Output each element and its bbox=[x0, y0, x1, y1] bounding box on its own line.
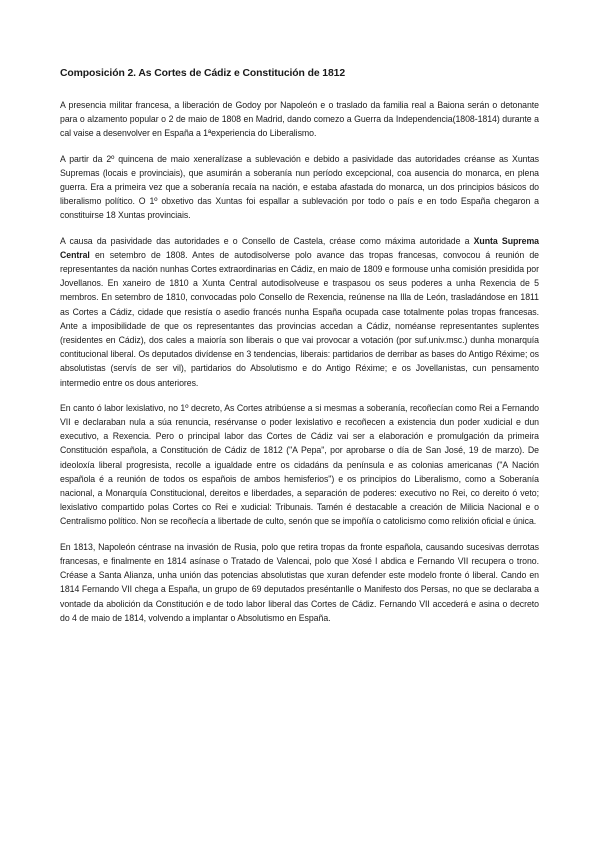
paragraph-4: En canto ó labor lexislativo, no 1º decreto, As Cortes atribúense a si mesmas a soberanía, recoñecían como Rei a Fernando VII e declaraban nula a súa renuncia, resérvanse o poder lexislativo e recoñecen a existencia dun poder xudicial e dun executivo, a Rexencia. Pero o principal labor das Cortes de Cádiz vai ser a elaboración e promulgación da primeira Constitución española, a Constitución de Cádiz de 1812 ("A Pepa", por aprobarse o día de San José, 19 de marzo). De ideoloxía liberal progresista, recolle a igualdade entre os cidadáns da península e as colonias americanas ("A Nación española é a reunión de todos os españois de ambos hemisferios") e os principios do Liberalismo, como a Soberanía nacional, a Monarquía Constitucional, dereitos e liberdades, a separación de poderes: executivo no Rei, co dereito ó veto; lexislativo compartido polas Cortes co Rei e xudicial: Tribunais. Tamén é destacable a creación de Milicia Nacional e o Centralismo político. Non se recoñecía a libertade de culto, senón que se impoñía o catolicismo como relixión oficial e única. bbox=[60, 402, 539, 527]
paragraph-3-intro: A causa da pasividade das autoridades e o Consello de Castela, créase como máxima autoridade a bbox=[60, 235, 474, 246]
paragraph-1: A presencia militar francesa, a liberación de Godoy por Napoleón e o traslado da familia real a Baiona serán o detonante para o alzamento popular o 2 de maio de 1808 en Madrid, dando comezo a Guerra da Independencia(1808-1814) durante a cal vaise a desenvolver en España a 1ªexperiencia do Liberalismo. bbox=[60, 100, 539, 139]
highlight-xunta-suprema-central: Xunta Suprema Central bbox=[60, 235, 540, 260]
paragraph-3 bbox=[60, 234, 539, 390]
paragraph-5: En 1813, Napoleón céntrase na invasión de Rusia, polo que retira tropas da fronte española, causando sucesivas derrotas francesas, e finalmente en 1814 asínase o Tratado de Valencai, polo que Xosé I abdica e Fernando VII recupera o trono. Créase a Santa Alianza, unha unión das potencias absolutistas que xuran defender este modelo fronte ó liberal. Cando en 1814 Fernando VII chega a España, un grupo de 69 deputados preséntanlle o Manifesto dos Persas, no que se declaraba a vontade da abolición da Constitución e de todo labor liberal das Cortes de Cádiz. Fernando VII accederá e asina o decreto do 4 de maio de 1814, volvendo a implantar o Absolutismo en España. bbox=[60, 541, 539, 623]
paragraph-3-body: en setembro de 1808. Antes de autodisolverse polo avance das tropas francesas, convocou á reunión de representantes da nación nunhas Cortes extraordinarias en Cádiz, en maio de 1809 e formouse unha comisión presidida por Jovellanos. En xaneiro de 1810 a Xunta Central autodisolveuse e traspasou os seus poderes a unha Rexencia de 5 membros. En setembro de 1810, convocadas polo Consello de Rexencia, reúnense na Illa de León, trasladándose en 1811 as Cortes a Cádiz, cidade que resistía o asedio francés nunha España ocupada case totalmente polas tropas francesas. Ante a imposibilidade de que os representantes das provincias accedan a Cádiz, noméanse representantes suplentes (residentes en Cádiz), dos cales a maioría son liberais o que vai provocar a votación (por suf.univ.msc.) dunha monarquía contitucional liberal. Os deputados divídense en 3 tendencias, liberais: partidarios de derribar as bases do Antigo Réxime; os absolutistas (servís de ser vil), partidarios do Absolutismo e do Antigo Réxime; e os Jovellanistas, cun pensamento intermedio entre os dous anteriores. bbox=[60, 249, 539, 388]
document-title: Composición 2. As Cortes de Cádiz e Constitución de 1812 bbox=[60, 68, 346, 79]
paragraph-2: A partir da 2º quincena de maio xeneralízase a sublevación e debido a pasividade das autoridades créanse as Xuntas Supremas (locais e provinciais), que asumirán a soberanía nun período excepcional, coa ausencia do monarca, en plena guerra. Era a primeira vez que a soberanía recaía na nación, e estaba afastada do monarca, un dos principios básicos do liberalismo político. O 1º obxetivo das Xuntas foi espallar a sublevación por todo o país e en todo España chegaron a constituirse 18 Xuntas provinciais. bbox=[60, 153, 539, 221]
